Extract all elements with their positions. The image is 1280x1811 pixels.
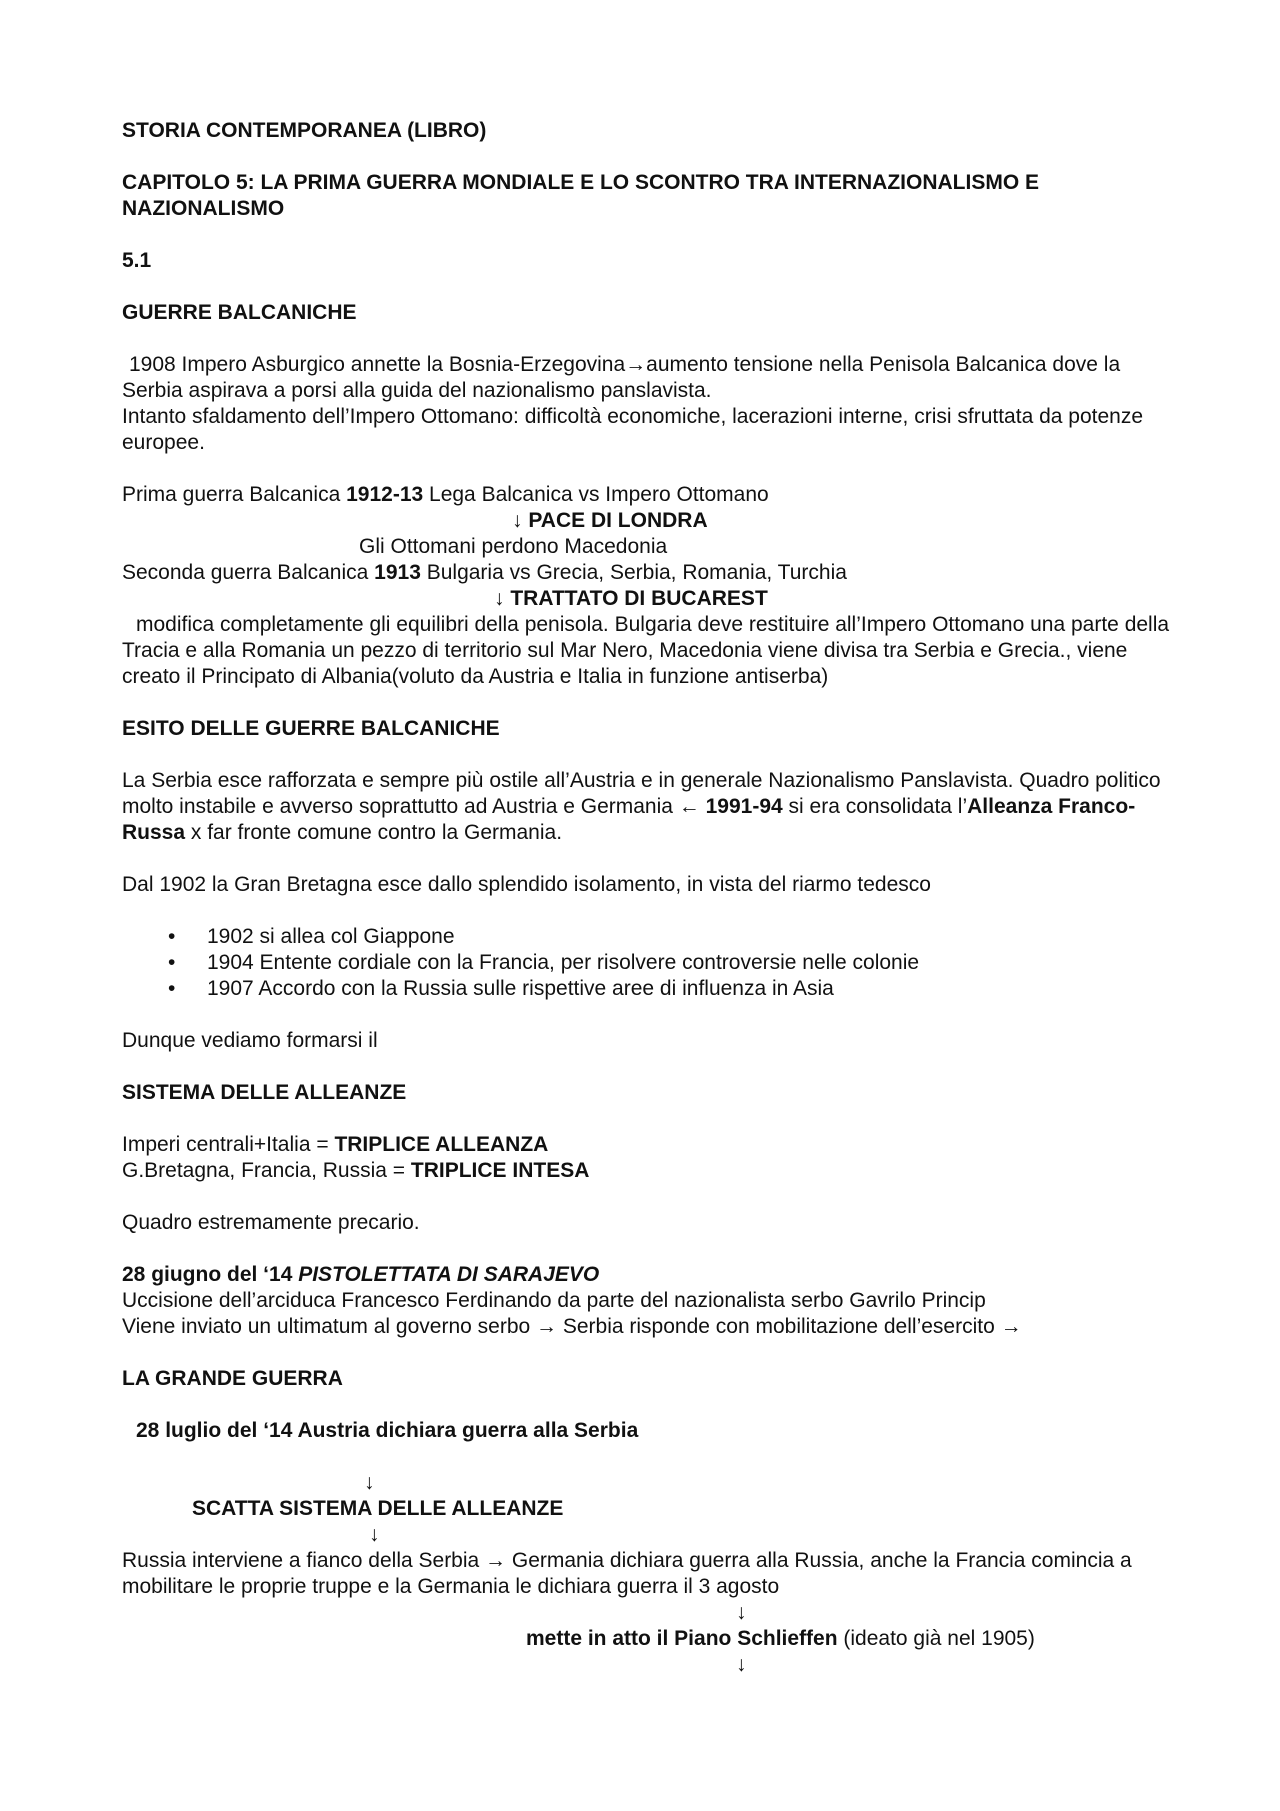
- alliance-years: 1991-94: [705, 795, 783, 818]
- document-page: [122, 118, 1182, 1678]
- first-balkan-war-line: Prima guerra Balcanica 1912-13 Lega Balcanica vs Impero Ottomano: [122, 483, 769, 506]
- outcome-paragraph: La Serbia esce rafforzata e sempre più ostile all’Austria e in generale Nazionalismo Panslavista. Quadro politico molto instabile e avverso soprattutto ad Austria e Germania ← 1991-94 si era consolidata l’Alleanza Franco-Russa x far fronte comune contro la Germania.: [122, 769, 1161, 844]
- treaty-text-paragraph: modifica completamente gli equilibri della penisola. Bulgaria deve restituire all’Impero Ottomano una parte della Tracia e alla Romania un pezzo di territorio sul Mar Nero, Macedonia viene divisa tra Serbia e Grecia., viene creato il Principato di Albania(voluto da Austria e Italia in funzione antiserba): [122, 613, 1170, 688]
- document-title: STORIA CONTEMPORANEA (LIBRO): [122, 119, 487, 142]
- britain-paragraph: Dal 1902 la Gran Bretagna esce dallo splendido isolamento, in vista del riarmo tedesco: [122, 873, 931, 896]
- list-item: • 1907 Accordo con la Russia sulle rispettive aree di influenza in Asia: [122, 976, 1182, 1002]
- second-war-year: 1913: [374, 561, 421, 584]
- treaty-of-bucharest: TRATTATO DI BUCAREST: [510, 587, 768, 610]
- list-item: • 1904 Entente cordiale con la Francia, per risolvere controversie nelle colonie: [122, 950, 1182, 976]
- precarious-paragraph: Quadro estremamente precario.: [122, 1211, 420, 1234]
- outcome-heading: ESITO DELLE GUERRE BALCANICHE: [122, 717, 500, 740]
- triple-entente-line: G.Bretagna, Francia, Russia = TRIPLICE INTESA: [122, 1159, 590, 1182]
- russia-intervention-paragraph: Russia interviene a fianco della Serbia → Germania dichiara guerra alla Russia, anche la Francia comincia a mobilitare le proprie truppe e la Germania le dichiara guerra il 3 agosto: [122, 1549, 1132, 1598]
- balkan-wars-heading: GUERRE BALCANICHE: [122, 301, 357, 324]
- peace-result-line: Gli Ottomani perdono Macedonia: [359, 535, 668, 558]
- second-balkan-war-line: Seconda guerra Balcanica 1913 Bulgaria vs Grecia, Serbia, Romania, Turchia: [122, 561, 847, 584]
- first-war-years: 1912-13: [346, 483, 424, 506]
- assassination-line: Uccisione dell’arciduca Francesco Ferdinando da parte del nazionalista serbo Gavrilo Princip: [122, 1289, 986, 1312]
- alliance-system-heading: SISTEMA DELLE ALLEANZE: [122, 1081, 407, 1104]
- great-war-heading: LA GRANDE GUERRA: [122, 1367, 343, 1390]
- triple-alliance: TRIPLICE ALLEANZA: [334, 1133, 549, 1156]
- sarajevo-heading: 28 giugno del ‘14 PISTOLETTATA DI SARAJEVO: [122, 1263, 600, 1286]
- formation-paragraph: Dunque vediamo formarsi il: [122, 1029, 378, 1052]
- peace-of-london-line: [122, 508, 1182, 534]
- schlieffen-plan: mette in atto il Piano Schlieffen: [526, 1627, 838, 1650]
- war-declaration-line: 28 luglio del ‘14 Austria dichiara guerra alla Serbia: [136, 1419, 639, 1442]
- down-arrow-icon: ↓: [736, 1653, 747, 1676]
- balkan-intro-paragraph: 1908 Impero Asburgico annette la Bosnia-Erzegovina→aumento tensione nella Penisola Balcanica dove la Serbia aspirava a porsi alla guida del nazionalismo panslavista.: [122, 353, 1121, 402]
- triple-entente: TRIPLICE INTESA: [410, 1159, 590, 1182]
- britain-alliances-list: [122, 924, 1182, 1002]
- ottoman-decline-paragraph: Intanto sfaldamento dell’Impero Ottomano: difficoltà economiche, lacerazioni interne, crisi sfruttata da potenze europee.: [122, 405, 1144, 454]
- down-arrow-icon: ↓: [494, 587, 511, 610]
- down-arrow-icon: ↓: [364, 1471, 375, 1494]
- ultimatum-line: Viene inviato un ultimatum al governo serbo → Serbia risponde con mobilitazione dell’esercito →: [122, 1315, 1022, 1338]
- down-arrow-icon: ↓: [512, 509, 529, 532]
- triple-alliance-line: Imperi centrali+Italia = TRIPLICE ALLEANZA: [122, 1133, 549, 1156]
- list-item: • 1902 si allea col Giappone: [122, 924, 1182, 950]
- chapter-title: CAPITOLO 5: LA PRIMA GUERRA MONDIALE E LO SCONTRO TRA INTERNAZIONALISMO E NAZIONALISMO: [122, 171, 1039, 220]
- treaty-of-bucharest-line: [122, 586, 1182, 612]
- alliance-system-trigger: SCATTA SISTEMA DELLE ALLEANZE: [192, 1497, 564, 1520]
- down-arrow-icon: ↓: [369, 1523, 380, 1546]
- schlieffen-plan-line: mette in atto il Piano Schlieffen (ideato già nel 1905): [526, 1627, 1035, 1650]
- section-number: 5.1: [122, 249, 152, 272]
- peace-of-london: PACE DI LONDRA: [528, 509, 708, 532]
- down-arrow-icon: ↓: [736, 1601, 747, 1624]
- franco-russian-alliance: Alleanza Franco-Russa: [122, 795, 1136, 844]
- sarajevo-title: PISTOLETTATA DI SARAJEVO: [298, 1263, 600, 1286]
